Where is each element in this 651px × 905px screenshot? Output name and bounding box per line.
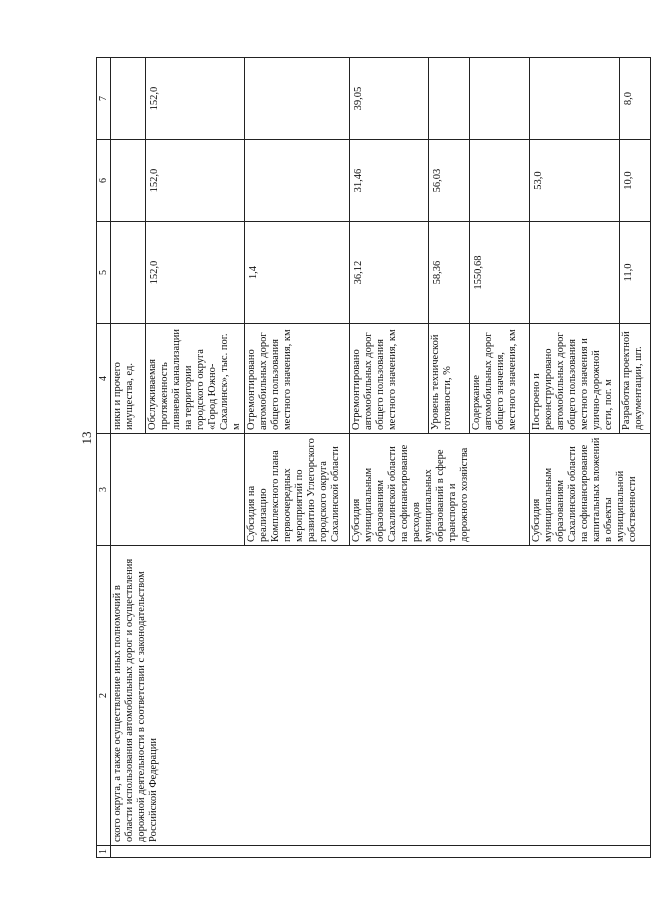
value-cell: 152,0 bbox=[146, 58, 245, 140]
value-cell bbox=[245, 58, 350, 140]
task-description: ского округа, а также осуществление иных полномочий в области использования автомобильных дорог и осуществления дорожной деятельности в соответствии с законодательством Российской Федерации bbox=[111, 546, 651, 846]
indicator-cell: Обслуживаемая протяженность ливневой канализации на территории городского округа «Город Южно-Сахалинск», тыс. пог. м bbox=[146, 324, 245, 434]
program-cell: Субсидия на реализацию Комплексного плана первоочередных мероприятий по развитию Углегорского городского округа Сахалинской области bbox=[245, 434, 350, 546]
header-cell: 5 bbox=[97, 222, 111, 324]
header-cell: 6 bbox=[97, 140, 111, 222]
value-cell bbox=[530, 58, 620, 140]
value-cell: 36,12 bbox=[350, 222, 429, 324]
value-cell: 1,4 bbox=[245, 222, 350, 324]
value-cell: 152,0 bbox=[146, 140, 245, 222]
table-row bbox=[111, 58, 146, 858]
indicator-cell: ники и прочего имущества, ед. bbox=[111, 324, 146, 434]
value-cell: 11,0 bbox=[620, 222, 651, 324]
value-cell: 56,03 bbox=[429, 140, 470, 222]
value-cell: 39,05 bbox=[350, 58, 429, 140]
value-cell bbox=[530, 222, 620, 324]
value-cell: 1550,68 bbox=[470, 222, 530, 324]
indicator-cell: Отремонтировано автомобильных дорог общего пользования местного значения, км bbox=[245, 324, 350, 434]
header-cell: 2 bbox=[97, 546, 111, 846]
indicator-cell: Отремонтировано автомобильных дорог общего пользования местного значения, км bbox=[350, 324, 429, 434]
value-cell bbox=[245, 140, 350, 222]
header-cell: 4 bbox=[97, 324, 111, 434]
value-cell bbox=[429, 58, 470, 140]
value-cell bbox=[111, 140, 146, 222]
header-cell: 1 bbox=[97, 846, 111, 858]
indicator-cell: Построено и реконструировано автомобильных дорог общего пользования местного значения и улично-дорожной сети, пог. м bbox=[530, 324, 620, 434]
value-cell bbox=[470, 140, 530, 222]
page-number: 13 bbox=[79, 431, 94, 445]
header-row bbox=[97, 58, 111, 858]
value-cell: 10,0 bbox=[620, 140, 651, 222]
program-cell bbox=[111, 434, 245, 546]
value-cell bbox=[111, 58, 146, 140]
header-cell: 3 bbox=[97, 434, 111, 546]
value-cell bbox=[470, 58, 530, 140]
indicator-cell: Содержание автомобильных дорог общего значения, местного значения, км bbox=[470, 324, 530, 434]
value-cell: 53,0 bbox=[530, 140, 620, 222]
header-cell: 7 bbox=[97, 58, 111, 140]
program-cell: Субсидия муниципальным образованиям Сахалинской области на софинансирование капитальных вложений в объекты муниципальной собственности bbox=[530, 434, 651, 546]
indicator-cell: Уровень технической готовности, % bbox=[429, 324, 470, 434]
indicators-table bbox=[96, 57, 651, 858]
value-cell: 31,46 bbox=[350, 140, 429, 222]
col1-cell bbox=[111, 846, 651, 858]
indicator-cell: Разработка проектной документации, шт. bbox=[620, 324, 651, 434]
value-cell: 58,36 bbox=[429, 222, 470, 324]
value-cell: 152,0 bbox=[146, 222, 245, 324]
value-cell: 8,0 bbox=[620, 58, 651, 140]
program-cell: Субсидия муниципальным образованиям Сахалинской области на софинансирование расходов муниципальных образований в сфере транспорта и дорожного хозяйства bbox=[350, 434, 530, 546]
rotated-table-container bbox=[96, 58, 644, 858]
value-cell bbox=[111, 222, 146, 324]
